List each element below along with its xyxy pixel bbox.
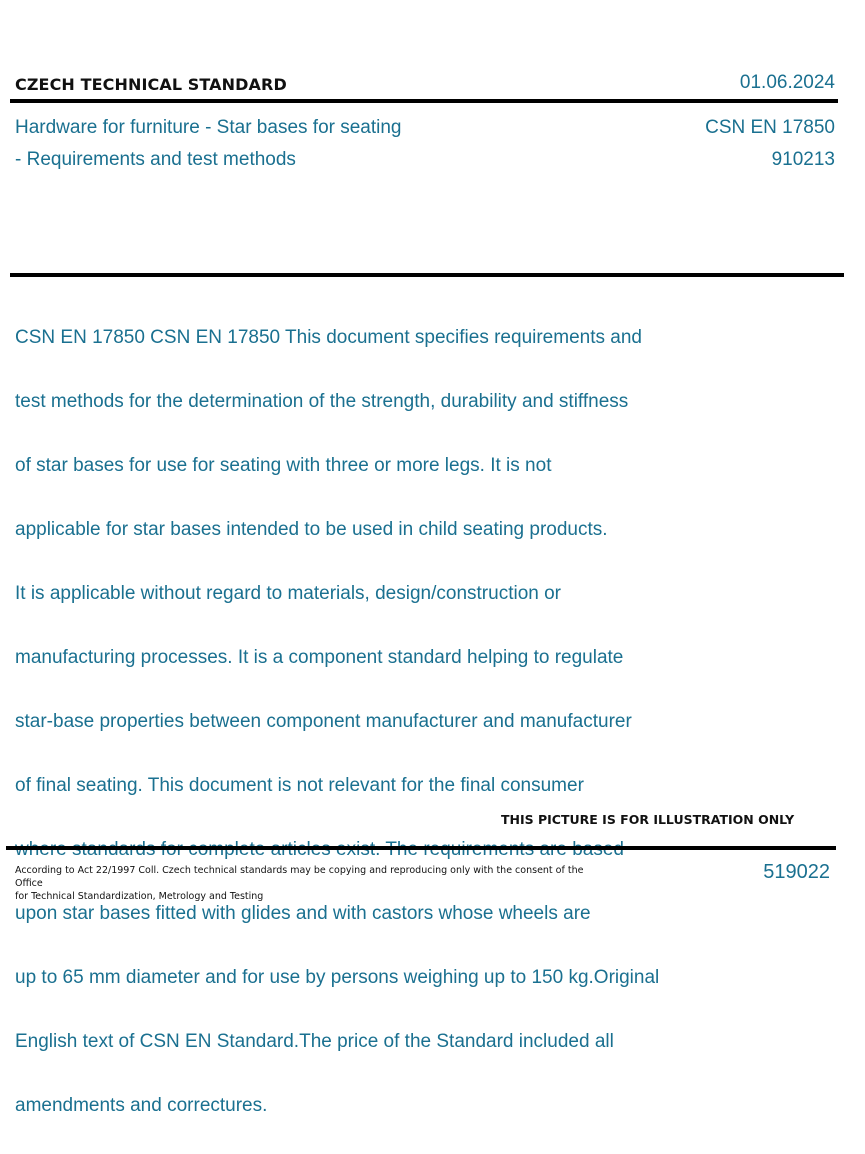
abstract-line: test methods for the determination of the strength, durability and stiffness <box>15 391 629 412</box>
standard-title-line-2: - Requirements and test methods <box>15 149 296 170</box>
standard-code: CSN EN 17850 <box>705 117 835 138</box>
standard-title-line-1: Hardware for furniture - Star bases for seating <box>15 117 402 138</box>
abstract-line: of star bases for use for seating with three or more legs. It is not <box>15 455 552 476</box>
legal-notice-line-1: According to Act 22/1997 Coll. Czech technical standards may be copying and reproducing only with the consent of the Office <box>15 865 584 889</box>
abstract-line: amendments and correctures. <box>15 1095 268 1116</box>
abstract-line: CSN EN 17850 CSN EN 17850 This document specifies requirements and <box>15 327 642 348</box>
footer-divider <box>6 846 836 850</box>
abstract-line: upon star bases fitted with glides and with castors whose wheels are <box>15 903 591 924</box>
title-divider <box>10 273 844 277</box>
abstract-line: applicable for star bases intended to be used in child seating products. <box>15 519 608 540</box>
catalog-number: 910213 <box>771 149 835 170</box>
abstract-line <box>15 834 755 866</box>
document-type-label: CZECH TECHNICAL STANDARD <box>15 75 287 94</box>
publication-date: 01.06.2024 <box>739 72 835 93</box>
abstract-line: It is applicable without regard to materials, design/construction or <box>15 583 561 604</box>
illustration-disclaimer: THIS PICTURE IS FOR ILLUSTRATION ONLY <box>501 812 795 827</box>
abstract-line: up to 65 mm diameter and for use by persons weighing up to 150 kg.Original <box>15 967 660 988</box>
document-number: 519022 <box>763 861 830 883</box>
legal-notice <box>15 864 595 903</box>
abstract-line: of final seating. This document is not relevant for the final consumer <box>15 775 584 796</box>
header-divider <box>10 99 838 103</box>
abstract-line: star-base properties between component manufacturer and manufacturer <box>15 711 632 732</box>
abstract-line: manufacturing processes. It is a component standard helping to regulate <box>15 647 624 668</box>
abstract-line: English text of CSN EN Standard.The price of the Standard included all <box>15 1031 614 1052</box>
abstract-text <box>15 290 755 1154</box>
legal-notice-line-2: for Technical Standardization, Metrology and Testing <box>15 891 264 902</box>
